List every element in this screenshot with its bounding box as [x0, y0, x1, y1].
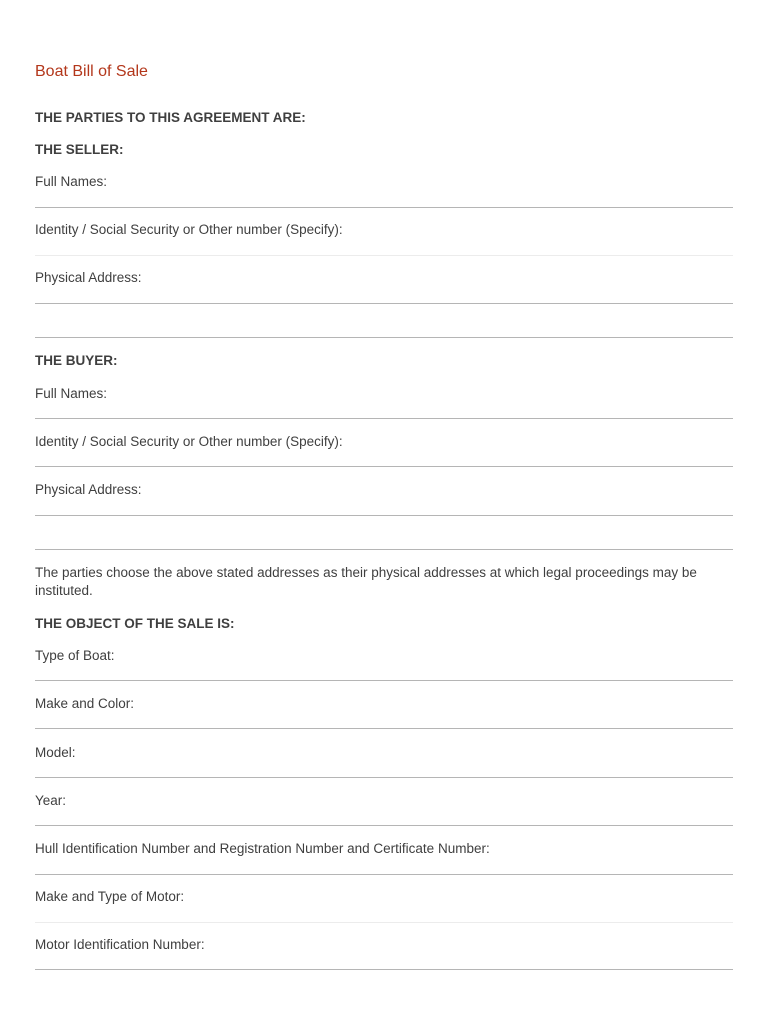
year-label: Year: — [35, 793, 67, 808]
document-title: Boat Bill of Sale — [35, 63, 148, 80]
seller-address-line-2[interactable] — [35, 337, 733, 338]
seller-heading: THE SELLER: — [35, 142, 124, 157]
make-color-line[interactable] — [35, 728, 733, 729]
addresses-statement: The parties choose the above stated addresses as their physical addresses at which legal proceedings may be instituted. — [35, 565, 697, 598]
year-line[interactable] — [35, 825, 733, 826]
buyer-full-names-label: Full Names: — [35, 386, 108, 401]
seller-full-names-label: Full Names: — [35, 174, 108, 189]
buyer-identity-line[interactable] — [35, 466, 733, 467]
buyer-address-line-1[interactable] — [35, 515, 733, 516]
motor-id-line[interactable] — [35, 969, 733, 970]
seller-full-names-line[interactable] — [35, 207, 733, 208]
boat-type-label: Type of Boat: — [35, 648, 115, 663]
buyer-identity-label: Identity / Social Security or Other number (Specify): — [35, 434, 343, 449]
boat-type-line[interactable] — [35, 680, 733, 681]
parties-heading: THE PARTIES TO THIS AGREEMENT ARE: — [35, 110, 306, 125]
bill-of-sale-document — [35, 0, 733, 1024]
seller-address-line-1[interactable] — [35, 303, 733, 304]
buyer-address-line-2[interactable] — [35, 549, 733, 550]
seller-address-label: Physical Address: — [35, 270, 142, 285]
hull-id-line[interactable] — [35, 874, 733, 875]
buyer-heading: THE BUYER: — [35, 353, 118, 368]
buyer-address-label: Physical Address: — [35, 482, 142, 497]
motor-make-label: Make and Type of Motor: — [35, 889, 185, 904]
object-heading: THE OBJECT OF THE SALE IS: — [35, 616, 235, 631]
model-label: Model: — [35, 745, 76, 760]
hull-id-label: Hull Identification Number and Registration Number and Certificate Number: — [35, 841, 490, 856]
seller-identity-label: Identity / Social Security or Other number (Specify): — [35, 222, 343, 237]
buyer-full-names-line[interactable] — [35, 418, 733, 419]
motor-make-line[interactable] — [35, 922, 733, 923]
motor-id-label: Motor Identification Number: — [35, 937, 205, 952]
seller-identity-line[interactable] — [35, 255, 733, 256]
make-color-label: Make and Color: — [35, 696, 135, 711]
model-line[interactable] — [35, 777, 733, 778]
